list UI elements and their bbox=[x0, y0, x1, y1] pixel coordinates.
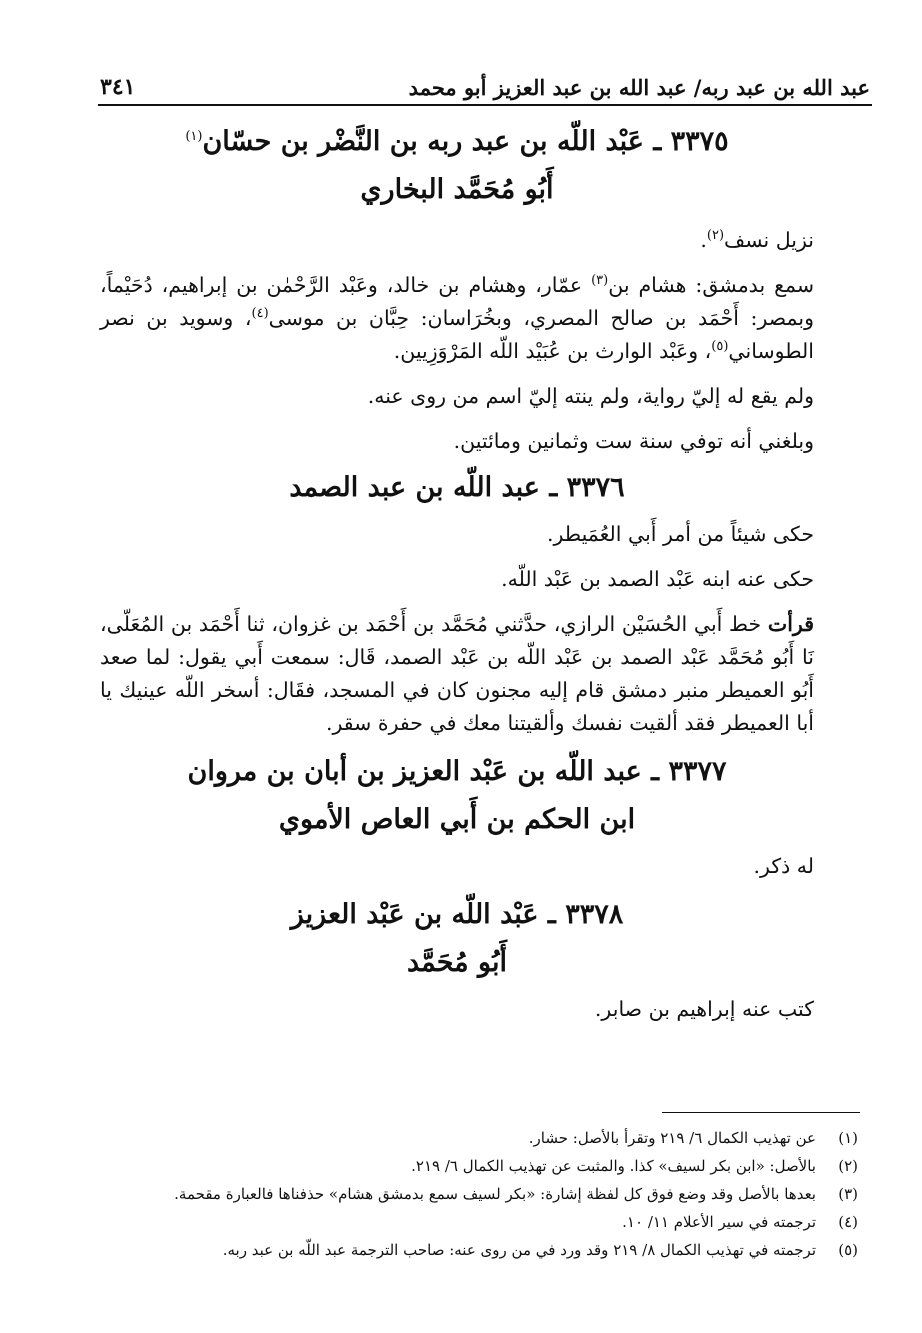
paragraph bbox=[100, 518, 814, 551]
footnote-ref: (٣) bbox=[591, 273, 609, 289]
entry-heading bbox=[100, 464, 814, 512]
footnote-text: بالأصل: «ابن بكر لسيف» كذا. والمثبت عن تهذيب الكمال ٦/ ٢١٩. bbox=[411, 1157, 816, 1175]
footnote-number: (٥) bbox=[838, 1241, 858, 1259]
text-run: له ذكر. bbox=[753, 854, 814, 878]
entry-heading-line1: ٣٣٧٥ ـ عَبْد اللّه بن عبد ربه بن النَّضْر بن حسّان bbox=[202, 126, 729, 157]
footnote-text: بعدها بالأصل وقد وضع فوق كل لفظة إشارة: «بكر لسيف سمع بدمشق هشام» حذفناها فالعبارة مقحمة. bbox=[174, 1185, 816, 1203]
lead-word: قرأت bbox=[767, 612, 814, 636]
entry-heading-line2: ابن الحكم بن أَبي العاص الأموي bbox=[278, 804, 636, 835]
footnote bbox=[108, 1124, 858, 1152]
paragraph bbox=[100, 269, 814, 368]
footnote-text: عن تهذيب الكمال ٦/ ٢١٩ وتقرأ بالأصل: حشار. bbox=[528, 1129, 816, 1147]
text-run: كتب عنه إبراهيم بن صابر. bbox=[594, 997, 814, 1021]
header-rule bbox=[98, 104, 872, 106]
footnote-rule bbox=[662, 1112, 860, 1113]
entry-3376 bbox=[100, 464, 814, 740]
entry-heading bbox=[100, 118, 814, 214]
footnotes bbox=[108, 1124, 858, 1264]
main-text bbox=[100, 118, 814, 1026]
footnote-ref: (٥) bbox=[711, 339, 729, 355]
footnote-number: (٤) bbox=[838, 1213, 858, 1231]
text-run: خط أَبي الحُسَيْن الرازي، حدَّثني مُحَمَّد بن أَحْمَد بن غزوان، ثنا أَحْمَد بن المُعَلّى، نَا أَبُو مُحَمَّد عَبْد الصمد بن عَبْد اللّه بن عَبْد الصمد، قَال: سمعت أَبي يقول: لما صعد أَبُو العميطر منبر دمشق قام إليه مجنون كان في المسجد، فقَال: أسخر اللّه عينيك يا أبا العميطر فقد ألقيت نفسك وألقيتنا معك في حفرة سقر. bbox=[100, 612, 814, 735]
paragraph bbox=[100, 380, 814, 413]
paragraph bbox=[100, 608, 814, 740]
page-number: ٣٤١ bbox=[100, 74, 136, 100]
footnote-text: ترجمته في تهذيب الكمال ٨/ ٢١٩ وقد ورد في من روى عنه: صاحب الترجمة عبد اللّه بن عبد ربه. bbox=[222, 1241, 816, 1259]
entry-heading-line1: ٣٣٧٧ ـ عبد اللّه بن عَبْد العزيز بن أبان بن مروان bbox=[187, 756, 727, 787]
footnote-number: (٢) bbox=[838, 1157, 858, 1175]
text-run: سمع بدمشق: هشام بن bbox=[608, 273, 815, 297]
entry-heading bbox=[100, 891, 814, 987]
paragraph bbox=[100, 425, 814, 458]
entry-heading-line2: أَبُو مُحَمَّد البخاري bbox=[360, 174, 554, 205]
text-run: عمّار، وهشام بن خالد، وعَبْد الرَّحْمٰن بن إبراهيم، دُحَيْماً، وبمصر: أَحْمَد بن صالح المصري، وبخُرَاسان: حِبَّان بن موسى bbox=[100, 273, 815, 330]
entry-3378 bbox=[100, 891, 814, 1026]
entry-heading bbox=[100, 748, 814, 844]
footnote-number: (١) bbox=[838, 1129, 858, 1147]
footnote bbox=[108, 1180, 858, 1208]
text-run: نزيل نسف bbox=[724, 228, 814, 252]
entry-3375 bbox=[100, 118, 814, 458]
footnote-ref: (٤) bbox=[251, 306, 269, 322]
text-run: ، وعَبْد الوارث بن عُبَيْد اللّه المَرْوَزِيين. bbox=[393, 339, 712, 363]
text-run: ، وسويد بن نصر الطوساني bbox=[100, 306, 814, 363]
footnote-ref: (١) bbox=[185, 129, 203, 144]
footnote-number: (٣) bbox=[838, 1185, 858, 1203]
footnote bbox=[108, 1236, 858, 1264]
paragraph bbox=[100, 850, 814, 883]
text-run: . bbox=[700, 228, 707, 252]
entry-3377 bbox=[100, 748, 814, 883]
footnote bbox=[108, 1208, 858, 1236]
text-run: وبلغني أنه توفي سنة ست وثمانين ومائتين. bbox=[453, 429, 814, 453]
entry-heading-line1: ٣٣٧٦ ـ عبد اللّه بن عبد الصمد bbox=[289, 472, 625, 503]
entry-heading-line1: ٣٣٧٨ ـ عَبْد اللّه بن عَبْد العزيز bbox=[290, 899, 624, 930]
paragraph bbox=[100, 224, 814, 257]
running-title: عبد الله بن عبد ربه/ عبد الله بن عبد العزيز أبو محمد bbox=[408, 75, 870, 100]
paragraph bbox=[100, 563, 814, 596]
footnote-text: ترجمته في سير الأعلام ١١/ ١٠. bbox=[622, 1213, 816, 1231]
text-run: ولم يقع له إليّ رواية، ولم ينته إليّ اسم من روى عنه. bbox=[367, 384, 814, 408]
entry-heading-line2: أَبُو مُحَمَّد bbox=[406, 947, 508, 978]
paragraph bbox=[100, 993, 814, 1026]
footnote-ref: (٢) bbox=[706, 228, 725, 244]
text-run: حكى عنه ابنه عَبْد الصمد بن عَبْد اللّه. bbox=[501, 567, 814, 591]
page-header bbox=[100, 60, 870, 100]
footnote bbox=[108, 1152, 858, 1180]
text-run: حكى شيئاً من أمر أَبي العُمَيطر. bbox=[546, 522, 814, 546]
